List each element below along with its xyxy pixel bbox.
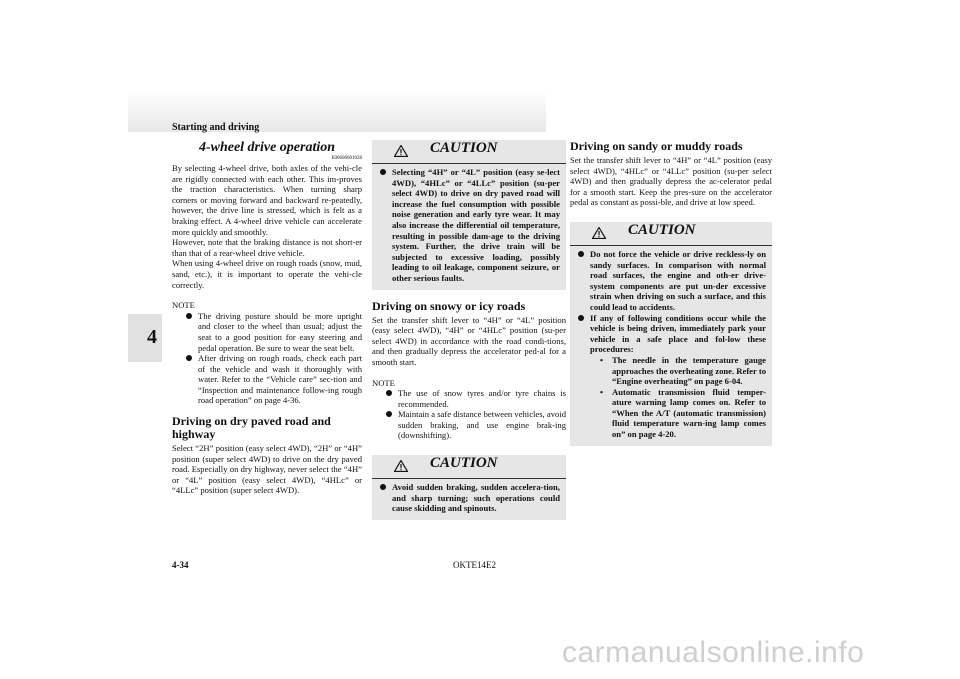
caution-title: CAUTION [430,455,498,472]
caution-item: Selecting “4H” or “4L” position (easy se-lect 4WD), “4HLc” or “4LLc” position (su-per select 4WD) to drive on dry paved road will increase the fuel consumption with possible noise generation and early tyre wear. It may also increase the differential oil temperature, resulting in possible dam-age to the driving system. Further, the drive train will be subjected to excessive loading, possibly leading to oil leakage, component seizure, or other serious faults. [380,167,560,284]
warning-triangle-icon [394,460,408,472]
paragraph: Select “2H” position (easy select 4WD), “2H” or “4H” position (super select 4WD) to drive on the dry paved road. Especially on dry highway, never select the “4H” or “4L” position (easy select 4WD), “4HLc” or “4LLc” position (super select 4WD). [172,443,362,496]
paragraph: By selecting 4-wheel drive, both axles of the vehi-cle are rigidly connected with each other. This im-proves the traction characteristics. When turning sharp corners or moving forward and backward re-peatedly, however, the drive line is stressed, which is felt as a braking effect. A 4-wheel drive vehicle can accelerate more quickly and smoothly. [172,163,362,237]
column-3 [570,140,772,446]
caution-box [570,222,772,446]
note-list [372,388,566,441]
caution-box [372,455,566,520]
section-heading: Driving on sandy or muddy roads [570,139,743,153]
warning-triangle-icon [592,227,606,239]
sub-list [590,355,766,440]
bullet-icon [578,251,584,257]
section-title: Starting and driving [172,122,260,133]
bullet-icon [380,484,386,490]
caution-list [372,164,566,284]
sub-item: • Automatic transmission fluid temper-ature warning lamp comes on. Refer to “When the A/T (automatic transmission) fluid temperature warn-ing lamp comes on” on page 4-20. [600,386,766,440]
caution-title: CAUTION [628,221,696,238]
chapter-number: 4 [147,326,157,348]
note-item: The driving posture should be more upright and closer to the wheel than usual; adjust the seat to a good position for easy steering and pedal operation. Be sure to wear the seat belt. [186,311,362,353]
caution-header [372,140,566,164]
caution-list [570,246,772,440]
warning-triangle-icon [394,145,408,157]
divider [372,163,566,164]
caution-title: CAUTION [430,140,498,156]
caution-item: Do not force the vehicle or drive reckless-ly on sandy surfaces. In comparison with normal road surfaces, the engine and oth-er drive-system components are put un-der excessive strain when driving on such a surface, and this could lead to accidents. [578,249,766,313]
section-code: E00606601028 [331,156,362,161]
caution-list [372,479,566,514]
bullet-icon [186,313,192,319]
note-label: NOTE [172,300,195,311]
paragraph: Set the transfer shift lever to “4H” or “4L” position (easy select 4WD), “4HLc” or “4LLc” position (su-per select 4WD) and then gradually depress the ac-celerator pedal for a smooth start. Keep the pres-sure on the accelerator pedal as constant as possi-ble, and drive at low speed. [570,155,772,208]
document-code: OKTE14E2 [453,560,496,570]
bullet-icon [578,315,584,321]
paragraph: Set the transfer shift lever to “4H” or “4L” position (easy select 4WD), “4H” or “4HLc” position (su-per select 4WD) in accordance with the road condi-tions, and then gradually depress the accelerator ped-al for a smooth start. [372,314,566,367]
paragraph: However, note that the braking distance is not short-er than that of a rear-wheel drive vehicle. [172,237,362,258]
page-title: 4-wheel drive operation [198,140,336,155]
note-item: The use of snow tyres and/or tyre chains is recommended. [386,388,566,409]
paragraph: When using 4-wheel drive on rough roads (snow, mud, sand, etc.), it is important to operate the vehi-cle correctly. [172,258,362,290]
caution-item: Avoid sudden braking, sudden accelera-tion, and sharp turning; such operations could cause skidding and spinouts. [380,482,560,514]
note-item: After driving on rough roads, check each part of the vehicle and wash it thoroughly with water. Refer to the “Vehicle care” sec-tion and “Inspection and maintenance follow-ing rough road operation” on page 4-36. [186,353,362,406]
note-item: Maintain a safe distance between vehicles, avoid sudden braking, and use engine brak-ing (downshifting). [386,409,566,441]
watermark: carmanualsonline.info [562,636,865,669]
caution-header [570,222,772,246]
sub-item: • The needle in the temperature gauge approaches the overheating zone. Refer to “Engine overheating” on page 6-04. [600,354,766,387]
bullet-icon [186,355,192,361]
bullet-icon [386,411,392,417]
divider [570,245,772,246]
section-heading: Driving on snowy or icy roads [372,298,526,313]
note-label: NOTE [372,377,395,388]
column-2 [372,140,566,520]
page-number: 4-34 [172,560,189,570]
caution-box [372,140,566,290]
note-list [172,311,362,406]
bullet-icon [386,390,392,396]
caution-item: If any of following conditions occur while the vehicle is being driven, immediately park your vehicle in a safe place and fol-low these procedures: • The needle in the temperature gauge approaches the overheating zone. Refer to “Engine overheating” on page 6-04. • Automatic transmission fluid temper-ature warning lamp comes on. Refer to “When the A/T (automatic transmission) fluid temperature warn-ing lamp comes on” on page 4-20. [578,313,766,440]
column-1 [172,140,362,496]
bullet-icon [380,169,386,175]
section-heading: Driving on dry paved road and highway [172,414,331,442]
caution-header [372,455,566,479]
divider [372,478,566,479]
